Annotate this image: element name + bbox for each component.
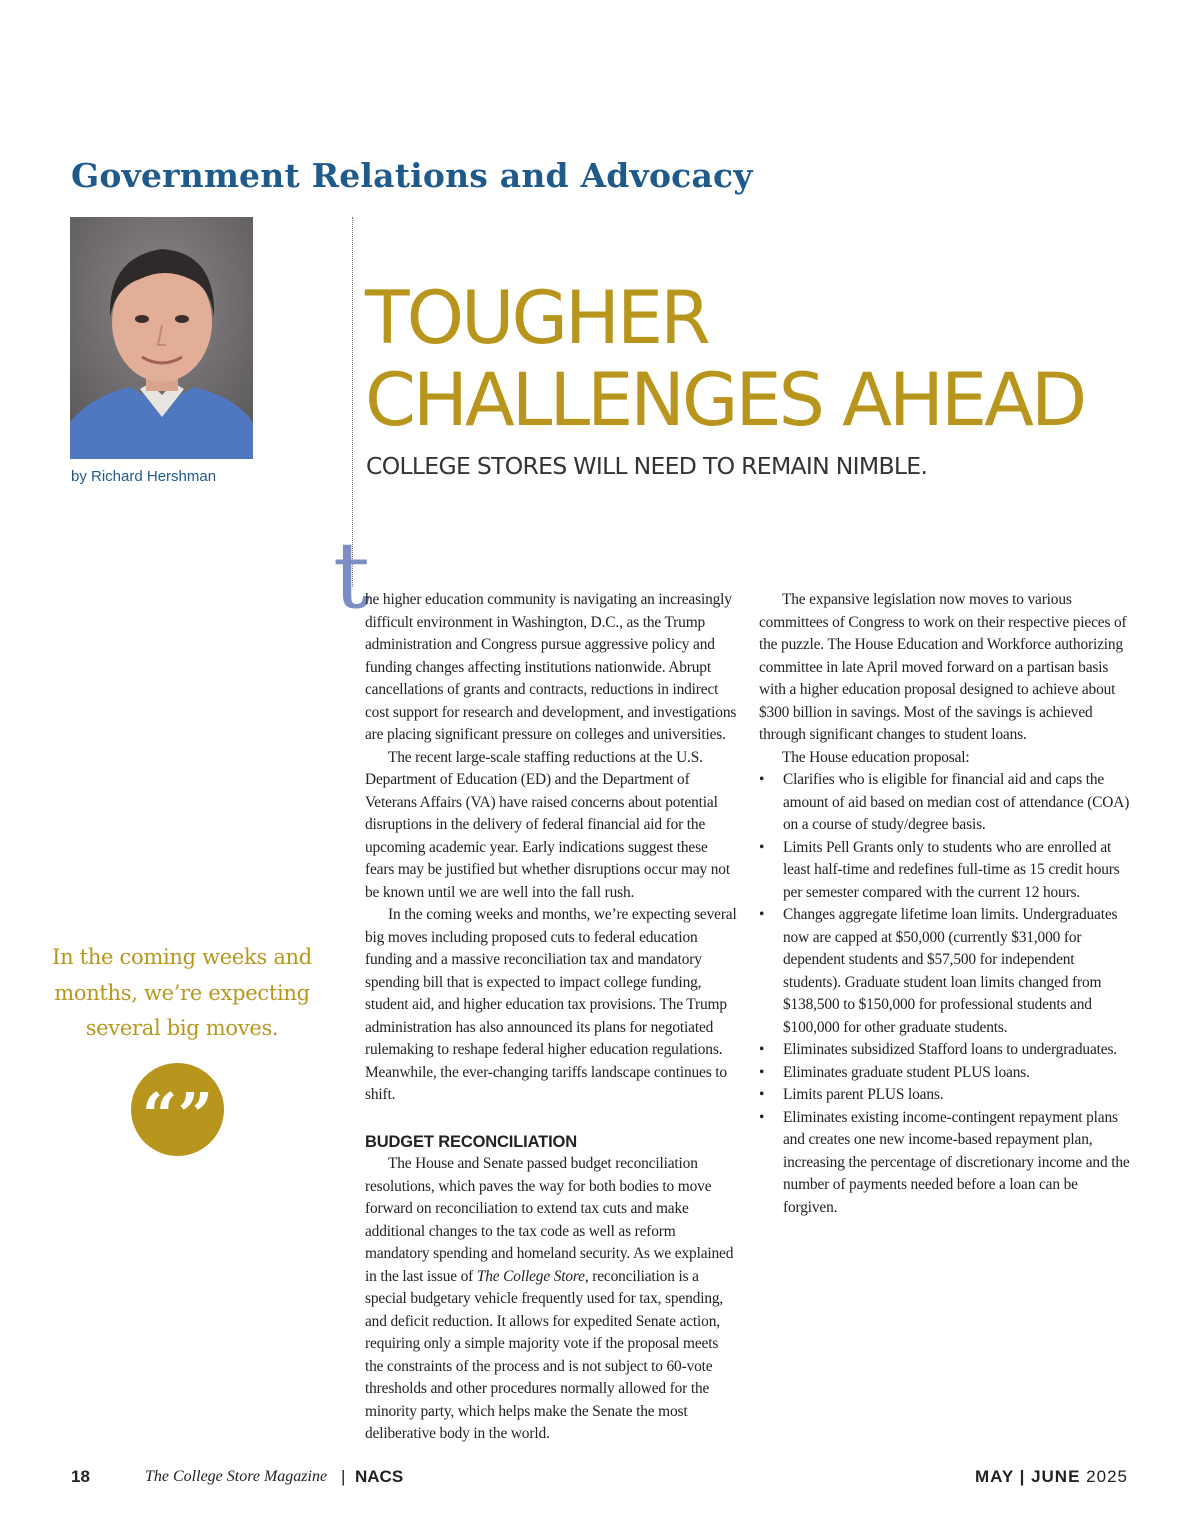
page-number: 18 [71, 1467, 90, 1486]
paragraph-3: In the coming weeks and months, we’re expecting several big moves including proposed cuts to federal education funding and a massive reconciliation tax and mandatory spending bill that is expected to impact college funding, student aid, and higher education tax provisions. The Trump administration has also announced its plans for negotiated rulemaking to reshape federal higher education regulations. Meanwhile, the ever-changing tariffs landscape continues to shift. [365, 906, 737, 1103]
issue-months: MAY | JUNE [974, 1467, 1081, 1486]
quotation-mark-icon [131, 1063, 224, 1156]
section-heading: BUDGET RECONCILIATION [365, 1132, 577, 1151]
page-footer [0, 1467, 1200, 1493]
paragraph-4-text: The House and Senate passed budget reconciliation resolutions, which paves the way for both bodies to move forward on reconciliation to extend tax cuts and make additional changes to the tax code as well as reform mandatory spending and homeland security. As we explained in the last issue of [365, 1155, 734, 1285]
article-column-2 [759, 589, 1135, 1219]
author-photo [70, 217, 253, 459]
pull-quote: In the coming weeks and months, we’re expecting several big moves. [52, 945, 312, 1040]
section-title: Government Relations and Advocacy [71, 156, 753, 195]
paragraph-4-continued: reconciliation is a special budgetary vehicle frequently used for tax, spending, and deficit reduction. It allows for expedited Senate action, requiring only a simple majority vote if the proposal meets the constraints of the process and is not subject to 60-vote thresholds and other procedures normally allowed for the minority party, which helps make the Senate the most deliberative body in the world. [365, 1267, 724, 1442]
headline-line-2: CHALLENGES AHEAD [365, 358, 1085, 443]
article-headline [365, 278, 1084, 442]
author-portrait-icon [70, 217, 253, 459]
paragraph-6: The House education proposal: [782, 748, 970, 766]
list-item: • Eliminates existing income-contingent repayment plans and creates one new income-based repayment plan, increasing the percentage of discretionary income and the number of payments needed before a loan can be forgiven. [759, 1107, 1135, 1220]
organization-name: NACS [355, 1467, 404, 1486]
paragraph-4 [365, 1153, 737, 1446]
paragraph-1: he higher education community is navigating an increasingly difficult environment in Washington, D.C., as the Trump administration and Congress pursue aggressive policy and funding changes affecting institutions nationwide. Abrupt cancellations of grants and contracts, reductions in indirect cost support for research and development, and investigations are placing significant pressure on colleges and universities. [365, 591, 737, 743]
headline-line-1: TOUGHER [365, 276, 708, 361]
paragraph-5: The expansive legislation now moves to various committees of Congress to work on their respective pieces of the puzzle. The House Education and Workforce authorizing committee in late April moved forward on a partisan basis with a higher education proposal designed to achieve about $300 billion in savings. Most of the savings is achieved through significant changes to student loans. [759, 591, 1127, 743]
issue-year: 2025 [1086, 1467, 1128, 1486]
magazine-title: The College Store, [476, 1267, 589, 1285]
list-item: • Limits Pell Grants only to students who are enrolled at least half-time and redefines full-time as 15 credit hours per semester compared with the current 12 hours. [759, 837, 1135, 905]
footer-separator: | [341, 1467, 346, 1486]
svg-text:“”: “” [141, 1079, 214, 1152]
article-subhead: COLLEGE STORES WILL NEED TO REMAIN NIMBLE. [366, 452, 928, 480]
list-item: • Eliminates subsidized Stafford loans to undergraduates. [759, 1039, 1135, 1062]
list-item: • Limits parent PLUS loans. [759, 1084, 1135, 1107]
list-item: • Clarifies who is eligible for financial aid and caps the amount of aid based on median cost of attendance (COA) on a course of study/degree basis. [759, 769, 1135, 837]
list-item: • Eliminates graduate student PLUS loans. [759, 1062, 1135, 1085]
paragraph-2: The recent large-scale staffing reductions at the U.S. Department of Education (ED) and the Department of Veterans Affairs (VA) have raised concerns about potential disruptions in the delivery of federal financial aid for the upcoming academic year. Early indications suggest these fears may be justified but whether disruptions occur may not be known until we are well into the fall rush. [365, 748, 730, 901]
article-column-1 [365, 589, 737, 1446]
proposal-list [759, 769, 1135, 1219]
list-item: • Changes aggregate lifetime loan limits. Undergraduates now are capped at $50,000 (currently $31,000 for dependent students and $57,500 for independent students). Graduate student loan limits changed from $138,500 to $150,000 for professional students and $100,000 for other graduate students. [759, 904, 1135, 1039]
issue-date [975, 1467, 1128, 1487]
drop-cap: t [333, 522, 370, 629]
author-byline: by Richard Hershman [71, 468, 217, 485]
publication-name: The College Store Magazine [145, 1468, 328, 1485]
